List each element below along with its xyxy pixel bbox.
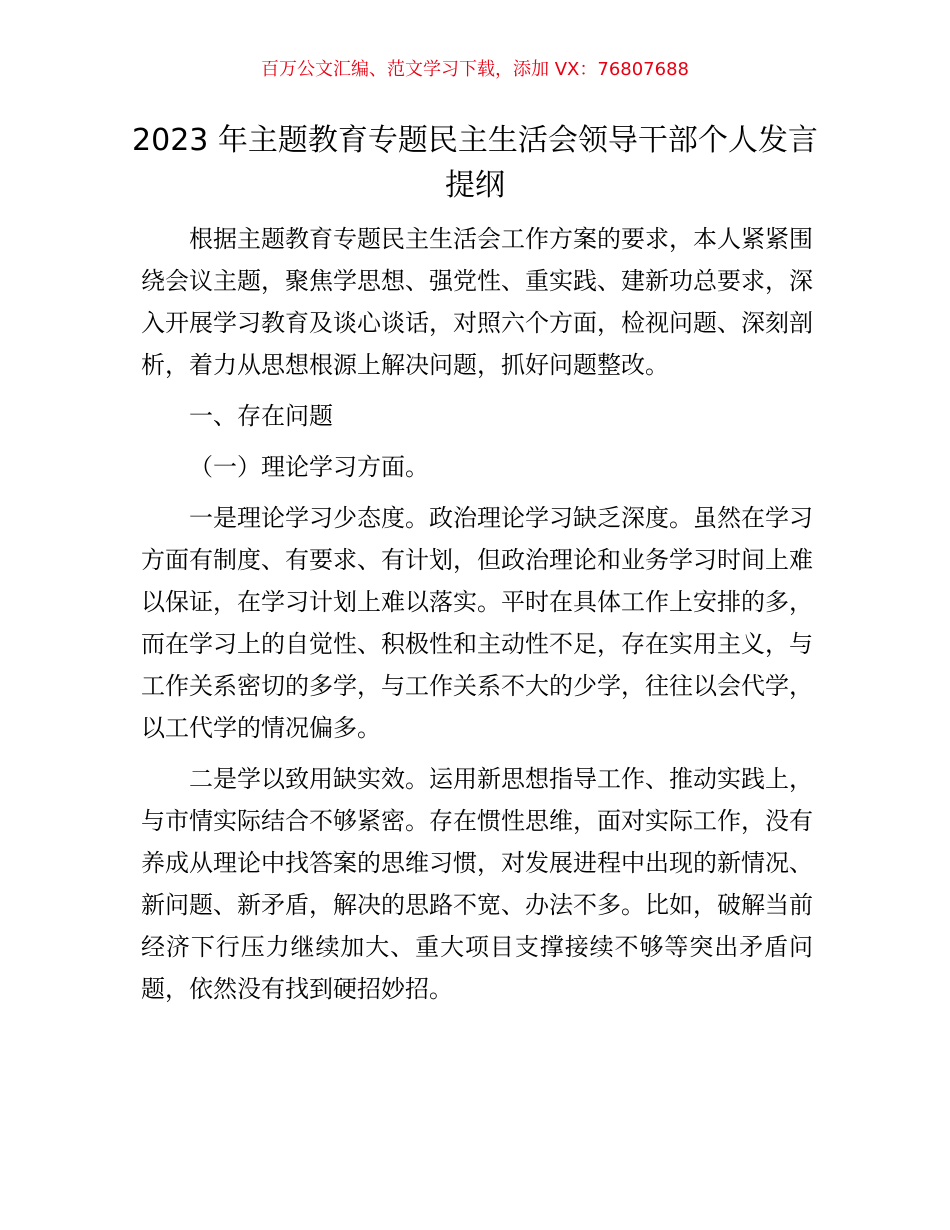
point-two-paragraph: 二是学以致用缺实效。运用新思想指导工作、推动实践上，与市情实际结合不够紧密。存在惯性思维，面对实际工作，没有养成从理论中找答案的思维习惯，对发展进程中出现的新情况、新问题、新矛盾，解决的思路不宽、办法不多。比如，破解当前经济下行压力继续加大、重大项目支撑接续不够等突出矛盾问题，依然没有找到硬招妙招。 <box>141 765 813 1003</box>
document-title: 2023 年主题教育专题民主生活会领导干部个人发言提纲 <box>132 123 818 203</box>
header-watermark-note: 百万公文汇编、范文学习下载，添加 VX：76807688 <box>261 59 689 80</box>
section-heading-problems: 一、存在问题 <box>189 402 333 430</box>
subsection-heading-theory-study: （一）理论学习方面。 <box>189 453 429 481</box>
intro-paragraph: 根据主题教育专题民主生活会工作方案的要求，本人紧紧围绕会议主题，聚焦学思想、强党性、重实践、建新功总要求，深入开展学习教育及谈心谈话，对照六个方面，检视问题、深刻剖析，着力从思想根源上解决问题，抓好问题整改。 <box>141 225 813 379</box>
point-one-paragraph: 一是理论学习少态度。政治理论学习缺乏深度。虽然在学习方面有制度、有要求、有计划，但政治理论和业务学习时间上难以保证，在学习计划上难以落实。平时在具体工作上安排的多，而在学习上的自觉性、积极性和主动性不足，存在实用主义，与工作关系密切的多学，与工作关系不大的少学，往往以会代学，以工代学的情况偏多。 <box>141 504 813 742</box>
document-body <box>141 218 813 1019</box>
